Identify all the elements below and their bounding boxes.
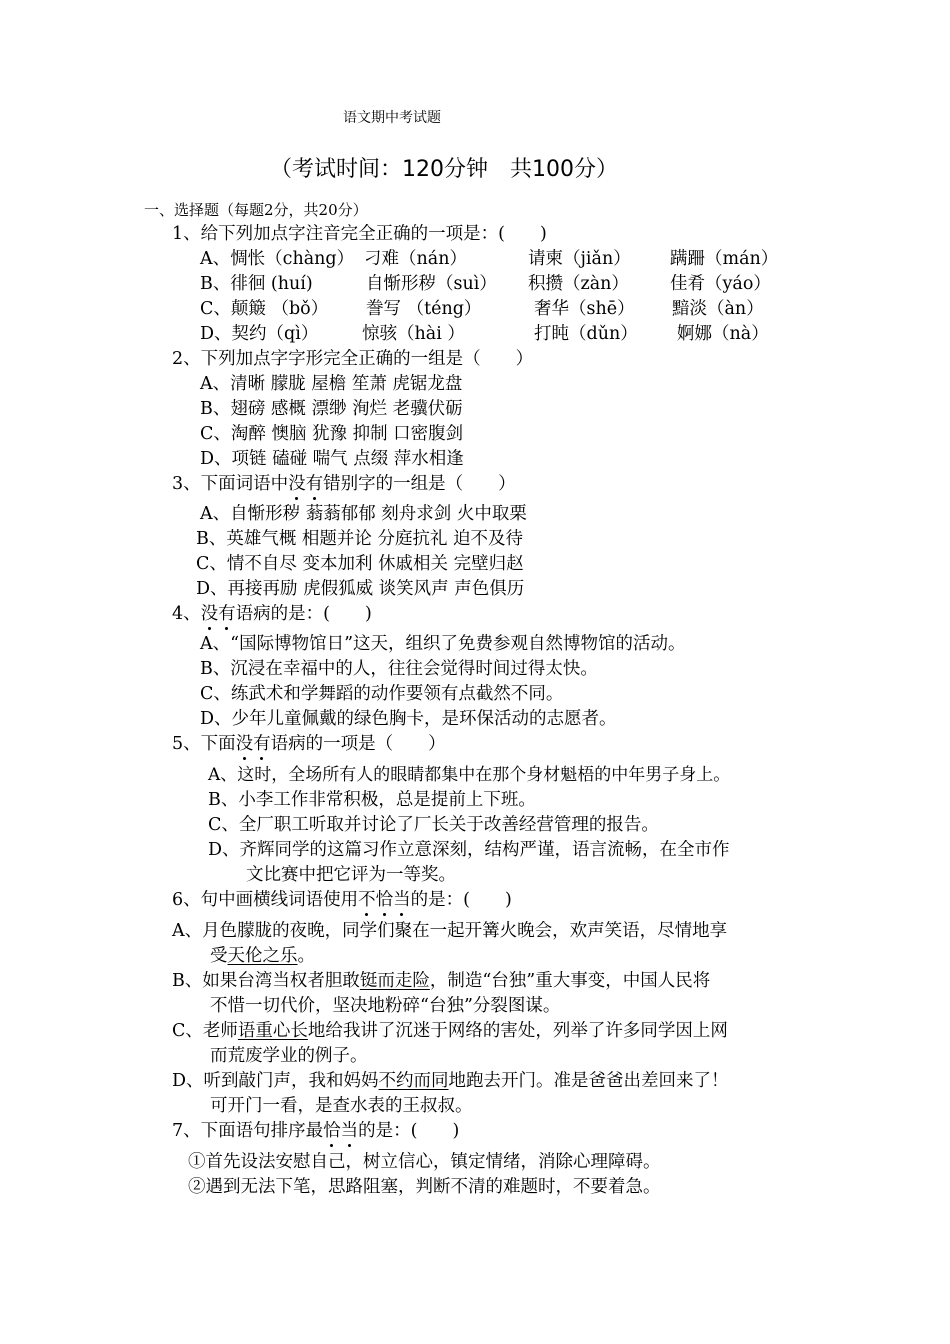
emphasis-dot-char: 没 [235,734,254,754]
q6-option-a-line1: A、月色朦胧的夜晚，同学们聚在一起开篝火晚会，欢声笑语，尽情地享 [172,921,728,941]
q6-option-c-line2: 而荒废学业的例子。 [210,1046,368,1066]
emphasis-dot-char: 没 [288,474,306,494]
q5-option-d-line2: 文比赛中把它评为一等奖。 [246,865,456,885]
q6-option-b-line2: 不惜一切代价，坚决地粉碎“台独”分裂图谋。 [210,996,561,1016]
q5-option-a: A、这时，全场所有人的眼睛都集中在那个身材魁梧的中年男子身上。 [208,765,731,785]
q5-option-c: C、全厂职工听取并讨论了厂长关于改善经营管理的报告。 [208,815,659,835]
q2-option-d: D、项链 磕碰 喘气 点缀 萍水相逢 [200,449,464,469]
emphasis-dot-char: 有 [253,734,271,754]
q2-stem: 2、下列加点字字形完全正确的一组是（ ） [172,349,534,369]
emphasis-dot-char: 当 [340,1121,359,1141]
underlined-idiom: 语重心长 [237,1021,308,1041]
emphasis-dot-char: 不 [358,890,376,910]
q5-stem: 5、下面没有语病的一项是（ ） [172,734,446,754]
section-heading: 一、选择题（每题2分，共20分） [144,201,368,219]
q3-option-b: B、英雄气概 相题并论 分庭抗礼 迫不及待 [196,529,524,549]
exam-page: 语文期中考试题 （考试时间：120分钟 共100分） 一、选择题（每题2分，共20分） 1、给下列加点字注音完全正确的一项是：( ) A、惆怅（chàng） 刁难（nán） 请柬（jiǎn） 蹒跚（mán） B、徘徊 (huí) 自惭形秽（suì） 积攒（zàn） 佳肴（yáo） C、颠簸 （bǒ） 誊写 （téng） 奢华（shē） 黯淡（àn） D、契约（qì） 惊骇（hài ） 打盹（dǔn） 婀娜（nà） 2、下列加点字字形完全正确的一组是（ ） A、清晰 朦胧 屋檐 笙萧 虎锯龙盘 B、翅磅 感概 漂缈 洵烂 老骥伏砺 C、淘醉 懊脑 犹豫 抑制 口密腹剑 D、项链 磕碰 喘气 点缀 萍水相逢 3、下面词语中没有错别字的一组是（ ） A、自惭形秽 蓊蓊郁郁 刻舟求剑 火中取栗 B、英雄气概 相题并论 分庭抗礼 迫不及待 C、情不自尽 变本加利 休戚相关 完壁归赵 D、再接再励 虎假狐威 谈笑风声 声色俱历 4、没有语病的是：( ) A、“国际博物馆日”这天，组织了免费参观自然博物馆的活动。 B、沉浸在幸福中的人，往往会觉得时间过得太快。 C、练武术和学舞蹈的动作要领有点截然不同。 D、少年儿童佩戴的绿色胸卡，是环保活动的志愿者。 5、下面没有语病的一项是（ ） A、这时，全场所有人的眼睛都集中在那个身材魁梧的中年男子身上。 B、小李工作非常积极，总是提前上下班。 C、全厂职工听取并讨论了厂长关于改善经营管理的报告。 D、齐辉同学的这篇习作立意深刻，结构严谨，语言流畅，在全市作 文比赛中把它评为一等奖。 6、句中画横线词语使用不恰当的是：( ) A、月色朦胧的夜晚，同学们聚在一起开篝火晚会，欢声笑语，尽情地享 受天伦之乐。 B、如果台湾当权者胆敢铤而走险，制造“台独”重大事变，中国人民将 不惜一切代价，坚决地粉碎“台独”分裂图谋。 C、老师语重心长地给我讲了沉迷于网络的害处，列举了许多同学因上网 而荒废学业的例子。 D、听到敲门声，我和妈妈不约而同地跑去开门。准是爸爸出差回来了！ 可开门一看，是查水表的王叔叔。 7、下面语句排序最恰当的是：( ) ①首先设法安慰自己，树立信心，镇定情绪，消除心理障碍。 ②遇到无法下笔，思路阻塞，判断不清的难题时，不要着急。 [0,0,950,1344]
q1-stem: 1、给下列加点字注音完全正确的一项是：( ) [172,224,547,244]
q3-option-d: D、再接再励 虎假狐威 谈笑风声 声色俱历 [196,579,525,599]
q6-option-d-line1: D、听到敲门声，我和妈妈不约而同地跑去开门。准是爸爸出差回来了！ [172,1071,729,1091]
emphasis-dot-char: 没 [200,604,219,624]
q4-option-d: D、少年儿童佩戴的绿色胸卡，是环保活动的志愿者。 [200,709,617,729]
underlined-idiom: 不约而同 [378,1071,449,1091]
q4-option-b: B、沉浸在幸福中的人，往往会觉得时间过得太快。 [200,659,598,679]
emphasis-dot-char: 当 [393,890,411,910]
q4-option-a: A、“国际博物馆日”这天，组织了免费参观自然博物馆的活动。 [200,634,686,654]
q4-option-c: C、练武术和学舞蹈的动作要领有点截然不同。 [200,684,564,704]
emphasis-dot-char: 有 [305,474,324,494]
q6-option-b-line1: B、如果台湾当权者胆敢铤而走险，制造“台独”重大事变，中国人民将 [172,971,711,991]
q6-stem: 6、句中画横线词语使用不恰当的是：( ) [172,890,512,910]
q2-option-a: A、清晰 朦胧 屋檐 笙萧 虎锯龙盘 [200,374,463,394]
q3-option-a: A、自惭形秽 蓊蓊郁郁 刻舟求剑 火中取栗 [200,504,527,524]
q7-sentence-1: ①首先设法安慰自己，树立信心，镇定情绪，消除心理障碍。 [188,1152,661,1172]
q7-sentence-2: ②遇到无法下笔，思路阻塞，判断不清的难题时，不要着急。 [188,1177,661,1197]
q4-stem: 4、没有语病的是：( ) [172,604,372,624]
q5-option-b: B、小李工作非常积极，总是提前上下班。 [208,790,536,810]
q2-option-b: B、翅磅 感概 漂缈 洵烂 老骥伏砺 [200,399,463,419]
q6-option-c-line1: C、老师语重心长地给我讲了沉迷于网络的害处，列举了许多同学因上网 [172,1021,728,1041]
emphasis-dot-char: 恰 [323,1121,341,1141]
exam-time-subtitle: （考试时间：120分钟 共100分） [270,157,618,182]
q6-option-d-line2: 可开门一看，是查水表的王叔叔。 [210,1096,473,1116]
q2-option-c: C、淘醉 懊脑 犹豫 抑制 口密腹剑 [200,424,464,444]
q5-option-d-line1: D、齐辉同学的这篇习作立意深刻，结构严谨，语言流畅，在全市作 [208,840,730,860]
q3-stem: 3、下面词语中没有错别字的一组是（ ） [172,474,516,494]
document-title: 语文期中考试题 [343,110,441,126]
underlined-idiom: 铤而走险 [359,971,430,991]
underlined-idiom: 天伦之乐 [227,946,298,966]
q3-option-c: C、情不自尽 变本加利 休戚相关 完壁归赵 [196,554,524,574]
emphasis-dot-char: 恰 [375,890,394,910]
emphasis-dot-char: 有 [218,604,236,624]
q7-stem: 7、下面语句排序最恰当的是：( ) [172,1121,460,1141]
q6-option-a-line2: 受天伦之乐。 [210,946,315,966]
